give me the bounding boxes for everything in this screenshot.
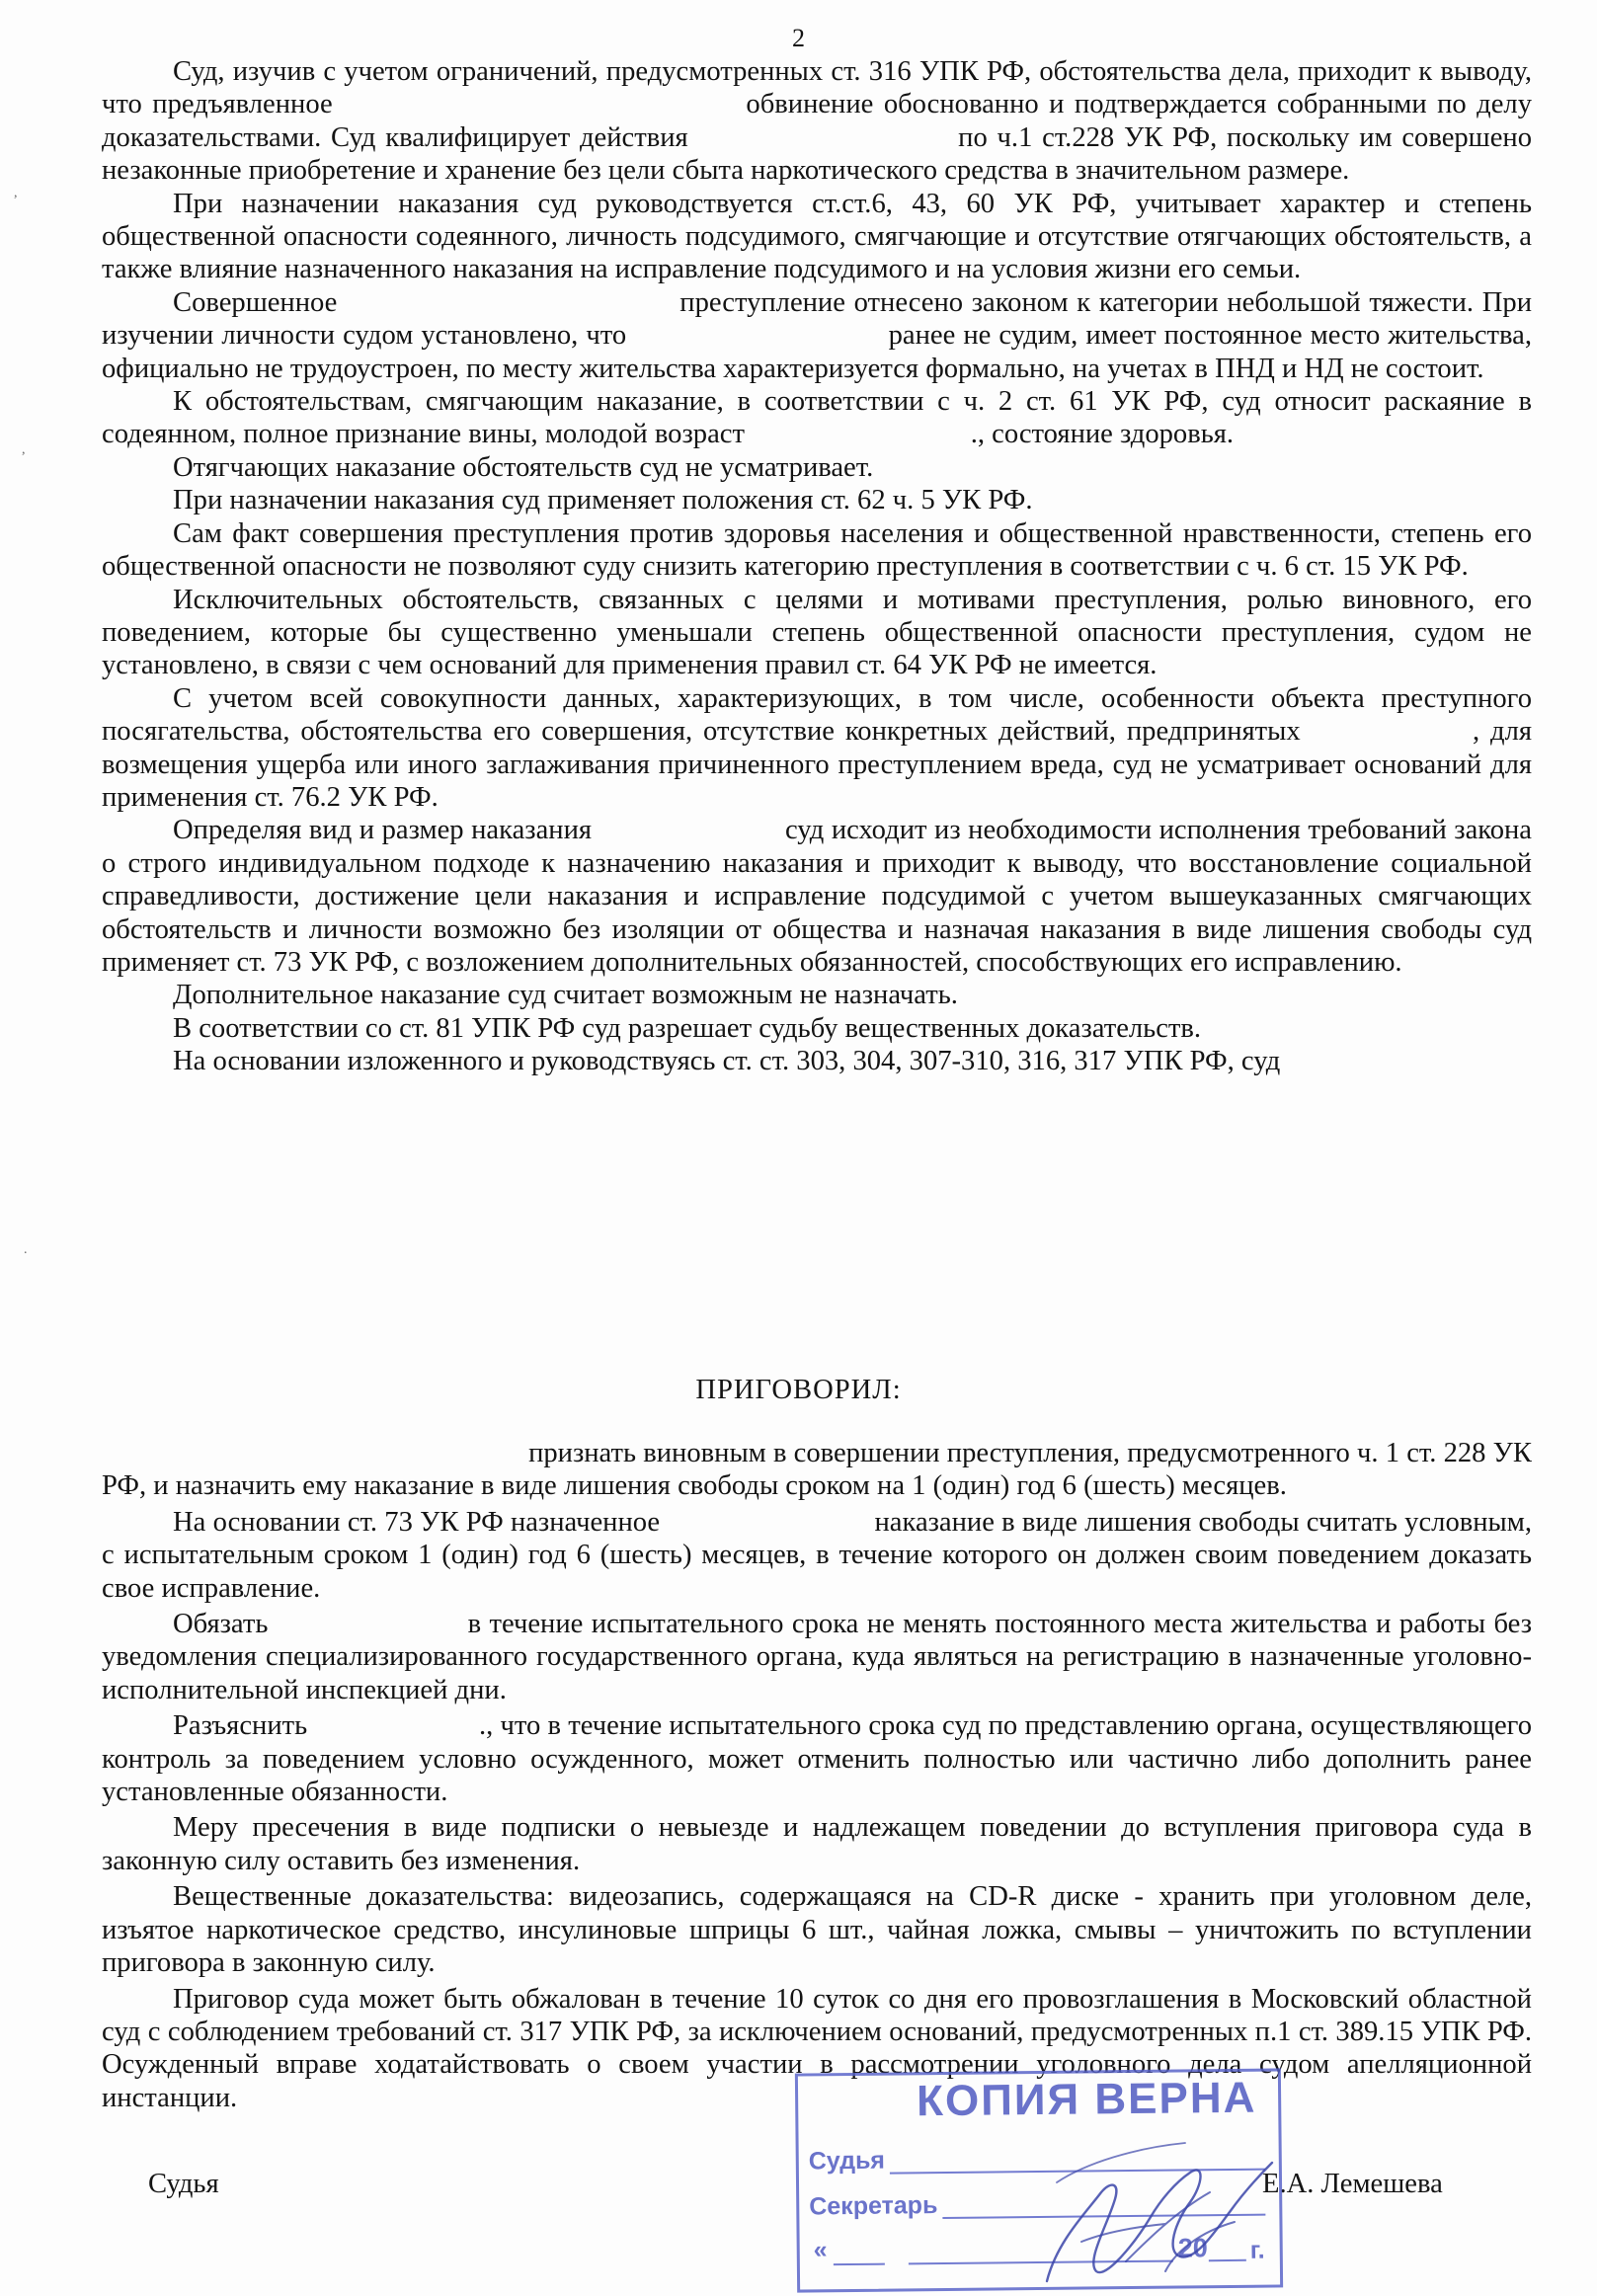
page-number: 2 <box>792 24 805 52</box>
paragraph-offense-category: Совершенное преступление отнесено законом к категории небольшой тяжести. При изучении личности судом установлено, что ранее не судим, имеет постоянное место жительства, официально не трудоустроен, по месту жительства характеризуется формально, на учетах в ПНД и НД не состоит. <box>102 286 1540 384</box>
paragraph-article-64: Исключительных обстоятельств, связанных с целями и мотивами преступления, ролью виновного, его поведением, которые бы существенно уменьшали степень общественной опасности преступления, судом не установлено, в связи с чем оснований для применения правил ст. 64 УК РФ не имеется. <box>102 584 1540 681</box>
scan-artifact: , <box>22 442 26 457</box>
handwritten-signature <box>1027 2123 1284 2296</box>
document-body <box>102 55 1540 1078</box>
paragraph-article-62: При назначении наказания суд применяет положения ст. 62 ч. 5 УК РФ. <box>173 485 1033 516</box>
verdict-heading: ПРИГОВОРИЛ: <box>695 1375 902 1405</box>
verdict-conditional: На основании ст. 73 УК РФ назначенное наказание в виде лишения свободы считать условным, с испытательным сроком 1 (один) год 6 (шесть) месяцев, в течение которого он должен своим поведением доказать свое исправление. <box>102 1506 1540 1604</box>
paragraph-sentencing-principles: При назначении наказания суд руководствуется ст.ст.6, 43, 60 УК РФ, учитывает характер и степень общественной опасности содеянного, личность подсудимого, смягчающие и отсутствие отягчающих обстоятельств, а также влияние назначенного наказания на исправление подсудимого и на условия жизни его семьи. <box>102 188 1540 285</box>
stamp-judge-label: Судья <box>808 2146 886 2176</box>
paragraph-aggravating-circumstances: Отягчающих наказание обстоятельств суд не усматривает. <box>173 451 874 483</box>
paragraph-mitigating-circumstances: К обстоятельствам, смягчающим наказание, в соответствии с ч. 2 ст. 61 УК РФ, суд относит раскаяние в содеянном, полное признание вины, молодой возраст ., состояние здоровья. <box>102 386 1540 450</box>
paragraph-qualification: Суд, изучив с учетом ограничений, предусмотренных ст. 316 УПК РФ, обстоятельства дела, приходит к выводу, что предъявленное обвинение обоснованно и подтверждается собранными по делу доказательствами. Суд квалифицирует действия по ч.1 ст.228 УК РФ, поскольку им совершено незаконные приобретение и хранение без цели сбыта наркотического средства в значительном размере. <box>102 56 1540 187</box>
paragraph-article-76-2: С учетом всей совокупности данных, характеризующих, в том числе, особенности объекта преступного посягательства, обстоятельства его совершения, отсутствие конкретных действий, предпринятых , для возмещения ущерба или иного заглаживания причиненного преступлением вреда, суд не усматривает оснований для применения ст. 76.2 УК РФ. <box>102 682 1540 813</box>
paragraph-category-change: Сам факт совершения преступления против здоровья населения и общественной нравственности, степень его общественной опасности не позволяют суду снизить категорию преступления в соответствии с ч. 6 ст. 15 УК РФ. <box>102 517 1540 583</box>
verdict-body <box>102 1437 1540 2117</box>
verdict-appeal: Приговор суда может быть обжалован в течение 10 суток со дня его провозглашения в Московский областной суд с соблюдением требований ст. 317 УПК РФ, за исключением оснований, предусмотренных п.1 ст. 389.15 УПК РФ. Осужденный вправе ходатайствовать о своем участии в рассмотрении уголовного дела судом апелляционной инстанции. <box>102 1983 1540 2113</box>
stamp-secretary-label: Секретарь <box>809 2191 938 2221</box>
verdict-preventive-measure: Меру пресечения в виде подписки о невыезде и надлежащем поведении до вступления приговора суда в законную силу оставить без изменения. <box>102 1812 1540 1876</box>
verdict-evidence: Вещественные доказательства: видеозапись, содержащаяся на CD-R диске - хранить при уголовном деле, изъятое наркотическое средство, инсулиновые шприцы 6 шт., чайная ложка, смывы – уничтожить по вступлении приговора в законную силу. <box>102 1881 1540 1979</box>
judge-name: Е.А. Лемешева <box>1262 2169 1443 2199</box>
stamp-year-suffix: г. <box>1249 2236 1265 2264</box>
stamp-day-line <box>834 2263 885 2266</box>
scan-artifact: . <box>24 1242 28 1257</box>
verdict-guilty: признать виновным в совершении преступления, предусмотренного ч. 1 ст. 228 УК РФ, и назначить ему наказание в виде лишения свободы сроком на 1 (один) год 6 (шесть) месяцев. <box>102 1438 1540 1502</box>
paragraph-legal-basis: На основании изложенного и руководствуясь ст. ст. 303, 304, 307-310, 316, 317 УПК РФ, суд <box>173 1046 1281 1077</box>
verdict-explanation: Разъяснить ., что в течение испытательного срока суд по представлению органа, осуществляющего контроль за поведением условно осужденного, может отменить полностью или частично либо дополнить ранее установленные обязанности. <box>102 1710 1540 1808</box>
paragraph-punishment-type: Определяя вид и размер наказания суд исходит из необходимости исполнения требований закона о строго индивидуальном подходе к назначению наказания и приходит к выводу, что восстановление социальной справедливости, достижение цели наказания и исправление подсудимой с учетом вышеуказанных смягчающих обстоятельств и личности возможно без изоляции от общества и назначая наказания в виде лишения свободы суд применяет ст. 73 УК РФ, с возложением дополнительных обязанностей, способствующих его исправлению. <box>102 815 1540 978</box>
verdict-obligations: Обязать в течение испытательного срока не менять постоянного места жительства и работы без уведомления специализированного государственного органа, куда являться на регистрацию в назначенные уголовно-исполнительной инспекцией дни. <box>102 1609 1540 1705</box>
scan-artifact: , <box>14 186 18 200</box>
paragraph-evidence-fate: В соответствии со ст. 81 УПК РФ суд разрешает судьбу вещественных доказательств. <box>173 1012 1202 1044</box>
paragraph-additional-punishment: Дополнительное наказание суд считает возможным не назначать. <box>173 980 958 1011</box>
judge-signature-label: Судья <box>148 2169 219 2199</box>
stamp-year-prefix: 20 <box>1177 2233 1208 2263</box>
stamp-quote-mark: « <box>813 2236 828 2264</box>
stamp-title: КОПИЯ ВЕРНА <box>916 2073 1257 2126</box>
